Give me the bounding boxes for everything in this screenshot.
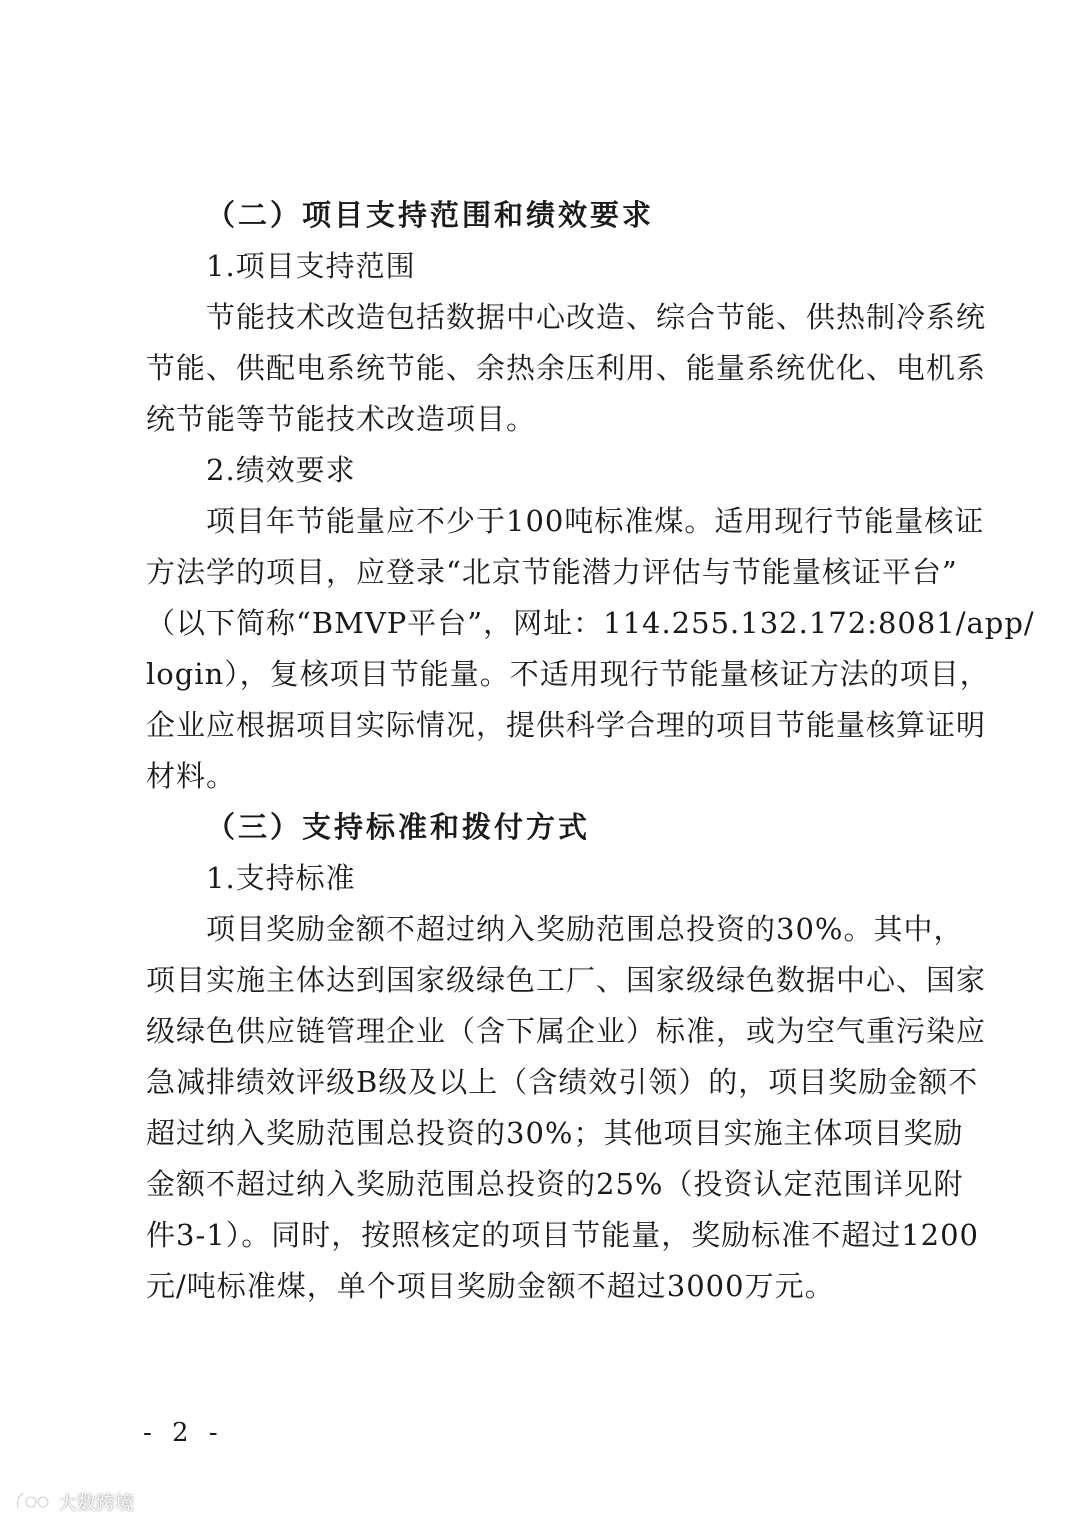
paragraph-line: 统节能等节能技术改造项目。 <box>146 402 537 436</box>
document-body <box>146 190 1035 1312</box>
watermark <box>14 1486 134 1516</box>
paragraph-line: 节能技术改造包括数据中心改造、综合节能、供热制冷系统 <box>206 300 987 334</box>
paragraph-line: 节能、供配电系统节能、余热余压利用、能量系统优化、电机系 <box>146 351 987 385</box>
section-heading: （二）项目支持范围和绩效要求 <box>206 198 655 232</box>
paragraph-line: （以下简称“BMVP平台”，网址：114.255.132.172:8081/app/ <box>146 606 1035 640</box>
paragraph-line: 级绿色供应链管理企业（含下属企业）标准，或为空气重污染应 <box>146 1014 987 1048</box>
paragraph-line: 急减排绩效评级B级及以上（含绩效引领）的，项目奖励金额不 <box>146 1065 979 1099</box>
paragraph-line: 材料。 <box>146 759 237 793</box>
paragraph-line: 企业应根据项目实际情况，提供科学合理的项目节能量核算证明 <box>146 708 987 742</box>
paragraph-line: 件3-1）。同时，按照核定的项目节能量，奖励标准不超过1200 <box>146 1218 980 1252</box>
subsection-heading: 1.项目支持范围 <box>206 249 416 283</box>
paragraph-line: 金额不超过纳入奖励范围总投资的25%（投资认定范围详见附 <box>146 1167 964 1201</box>
paragraph-line: 元/吨标准煤，单个项目奖励金额不超过3000万元。 <box>146 1269 835 1303</box>
paragraph-line: login），复核项目节能量。不适用现行节能量核证方法的项目， <box>146 657 990 691</box>
watermark-text: 大数跨境 <box>58 1491 135 1514</box>
paragraph-line: 项目奖励金额不超过纳入奖励范围总投资的30%。其中， <box>206 912 964 946</box>
subsection-heading: 1.支持标准 <box>206 861 356 895</box>
paragraph-line: 项目实施主体达到国家级绿色工厂、国家级绿色数据中心、国家 <box>146 963 987 997</box>
paragraph-line: 超过纳入奖励范围总投资的30%；其他项目实施主体项目奖励 <box>146 1116 964 1150</box>
section-heading: （三）支持标准和拨付方式 <box>206 810 591 844</box>
subsection-heading: 2.绩效要求 <box>206 453 356 487</box>
brand-logo-icon <box>14 1488 54 1514</box>
paragraph-line: 方法学的项目，应登录“北京节能潜力评估与节能量核证平台” <box>146 555 958 589</box>
paragraph-line: 项目年节能量应不少于100吨标准煤。适用现行节能量核证 <box>206 504 985 538</box>
page-number: - 2 - <box>143 1418 224 1448</box>
